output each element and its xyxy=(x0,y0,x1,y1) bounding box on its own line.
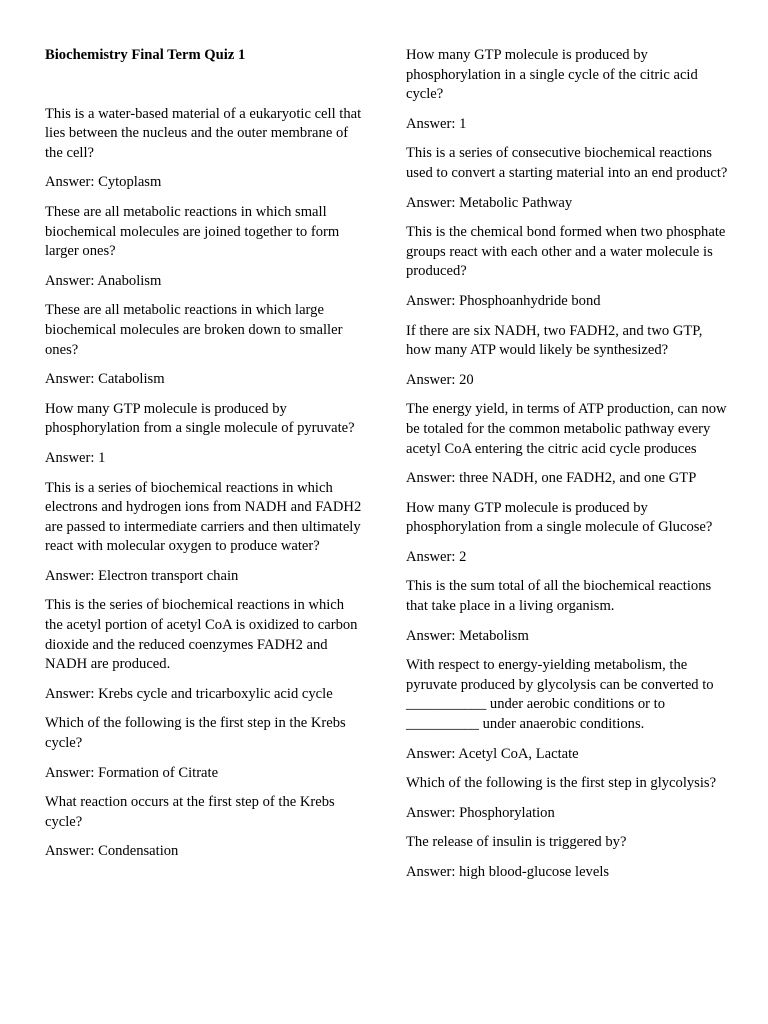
answer-15: Answer: Metabolism xyxy=(406,627,529,644)
answer-9: Answer: 1 xyxy=(406,115,467,132)
question-10: This is a series of consecutive biochemical reactions used to convert a starting material into an end product? xyxy=(406,145,728,181)
question-17: Which of the following is the first step in glycolysis? xyxy=(406,775,717,792)
question-14: How many GTP molecule is produced by phosphorylation from a single molecule of Glucose? xyxy=(406,499,713,536)
answer-3: Answer: Catabolism xyxy=(45,371,165,388)
question-15: This is the sum total of all the biochemical reactions that take place in a living organism. xyxy=(406,578,712,615)
answer-11: Answer: Phosphoanhydride bond xyxy=(406,292,601,309)
answer-13: Answer: three NADH, one FADH2, and one GTP xyxy=(406,470,697,487)
question-5: This is a series of biochemical reactions in which electrons and hydrogen ions from NADH and FADH2 are passed to intermediate carriers and then ultimately react with molecular oxygen to produce water? xyxy=(45,479,362,555)
left-column xyxy=(45,46,363,872)
question-13: The energy yield, in terms of ATP production, can now be totaled for the common metabolic pathway every acetyl CoA entering the citric acid cycle produces xyxy=(406,401,727,457)
question-2: These are all metabolic reactions in which small biochemical molecules are joined together to form larger ones? xyxy=(45,203,340,260)
question-6: This is the series of biochemical reactions in which the acetyl portion of acetyl CoA is oxidized to carbon dioxide and the reduced coenzymes FADH2 and NADH are produced. xyxy=(45,597,358,673)
answer-6: Answer: Krebs cycle and tricarboxylic acid cycle xyxy=(45,685,333,702)
question-8: What reaction occurs at the first step of the Krebs cycle? xyxy=(45,794,335,830)
question-9: How many GTP molecule is produced by phosphorylation in a single cycle of the citric acid cycle? xyxy=(406,47,698,103)
answer-14: Answer: 2 xyxy=(406,548,467,565)
answer-2: Answer: Anabolism xyxy=(45,272,162,289)
question-18: The release of insulin is triggered by? xyxy=(406,834,627,851)
answer-12: Answer: 20 xyxy=(406,371,474,388)
document-title: Biochemistry Final Term Quiz 1 xyxy=(45,47,246,63)
question-11: This is the chemical bond formed when two phosphate groups react with each other and a water molecule is produced? xyxy=(406,224,726,280)
answer-5: Answer: Electron transport chain xyxy=(45,567,239,584)
question-3: These are all metabolic reactions in which large biochemical molecules are broken down to smaller ones? xyxy=(45,302,343,358)
question-12: If there are six NADH, two FADH2, and two GTP, how many ATP would likely be synthesized? xyxy=(406,322,703,359)
answer-1: Answer: Cytoplasm xyxy=(45,174,162,191)
question-4: How many GTP molecule is produced by phosphorylation from a single molecule of pyruvate? xyxy=(45,400,355,437)
answer-18: Answer: high blood-glucose levels xyxy=(406,864,610,880)
answer-10: Answer: Metabolic Pathway xyxy=(406,194,573,211)
question-1: This is a water-based material of a eukaryotic cell that lies between the nucleus and the outer membrane of the cell? xyxy=(45,105,362,161)
question-7: Which of the following is the first step in the Krebs cycle? xyxy=(45,715,346,752)
answer-7: Answer: Formation of Citrate xyxy=(45,764,219,781)
answer-4: Answer: 1 xyxy=(45,449,106,466)
question-16: With respect to energy-yielding metabolism, the pyruvate produced by glycolysis can be converted to ___________ under aerobic conditions or to __________ under anaerobic conditions. xyxy=(406,657,714,733)
answer-16: Answer: Acetyl CoA, Lactate xyxy=(406,745,579,762)
answer-8: Answer: Condensation xyxy=(45,843,179,860)
right-column xyxy=(406,46,728,893)
answer-17: Answer: Phosphorylation xyxy=(406,804,555,821)
